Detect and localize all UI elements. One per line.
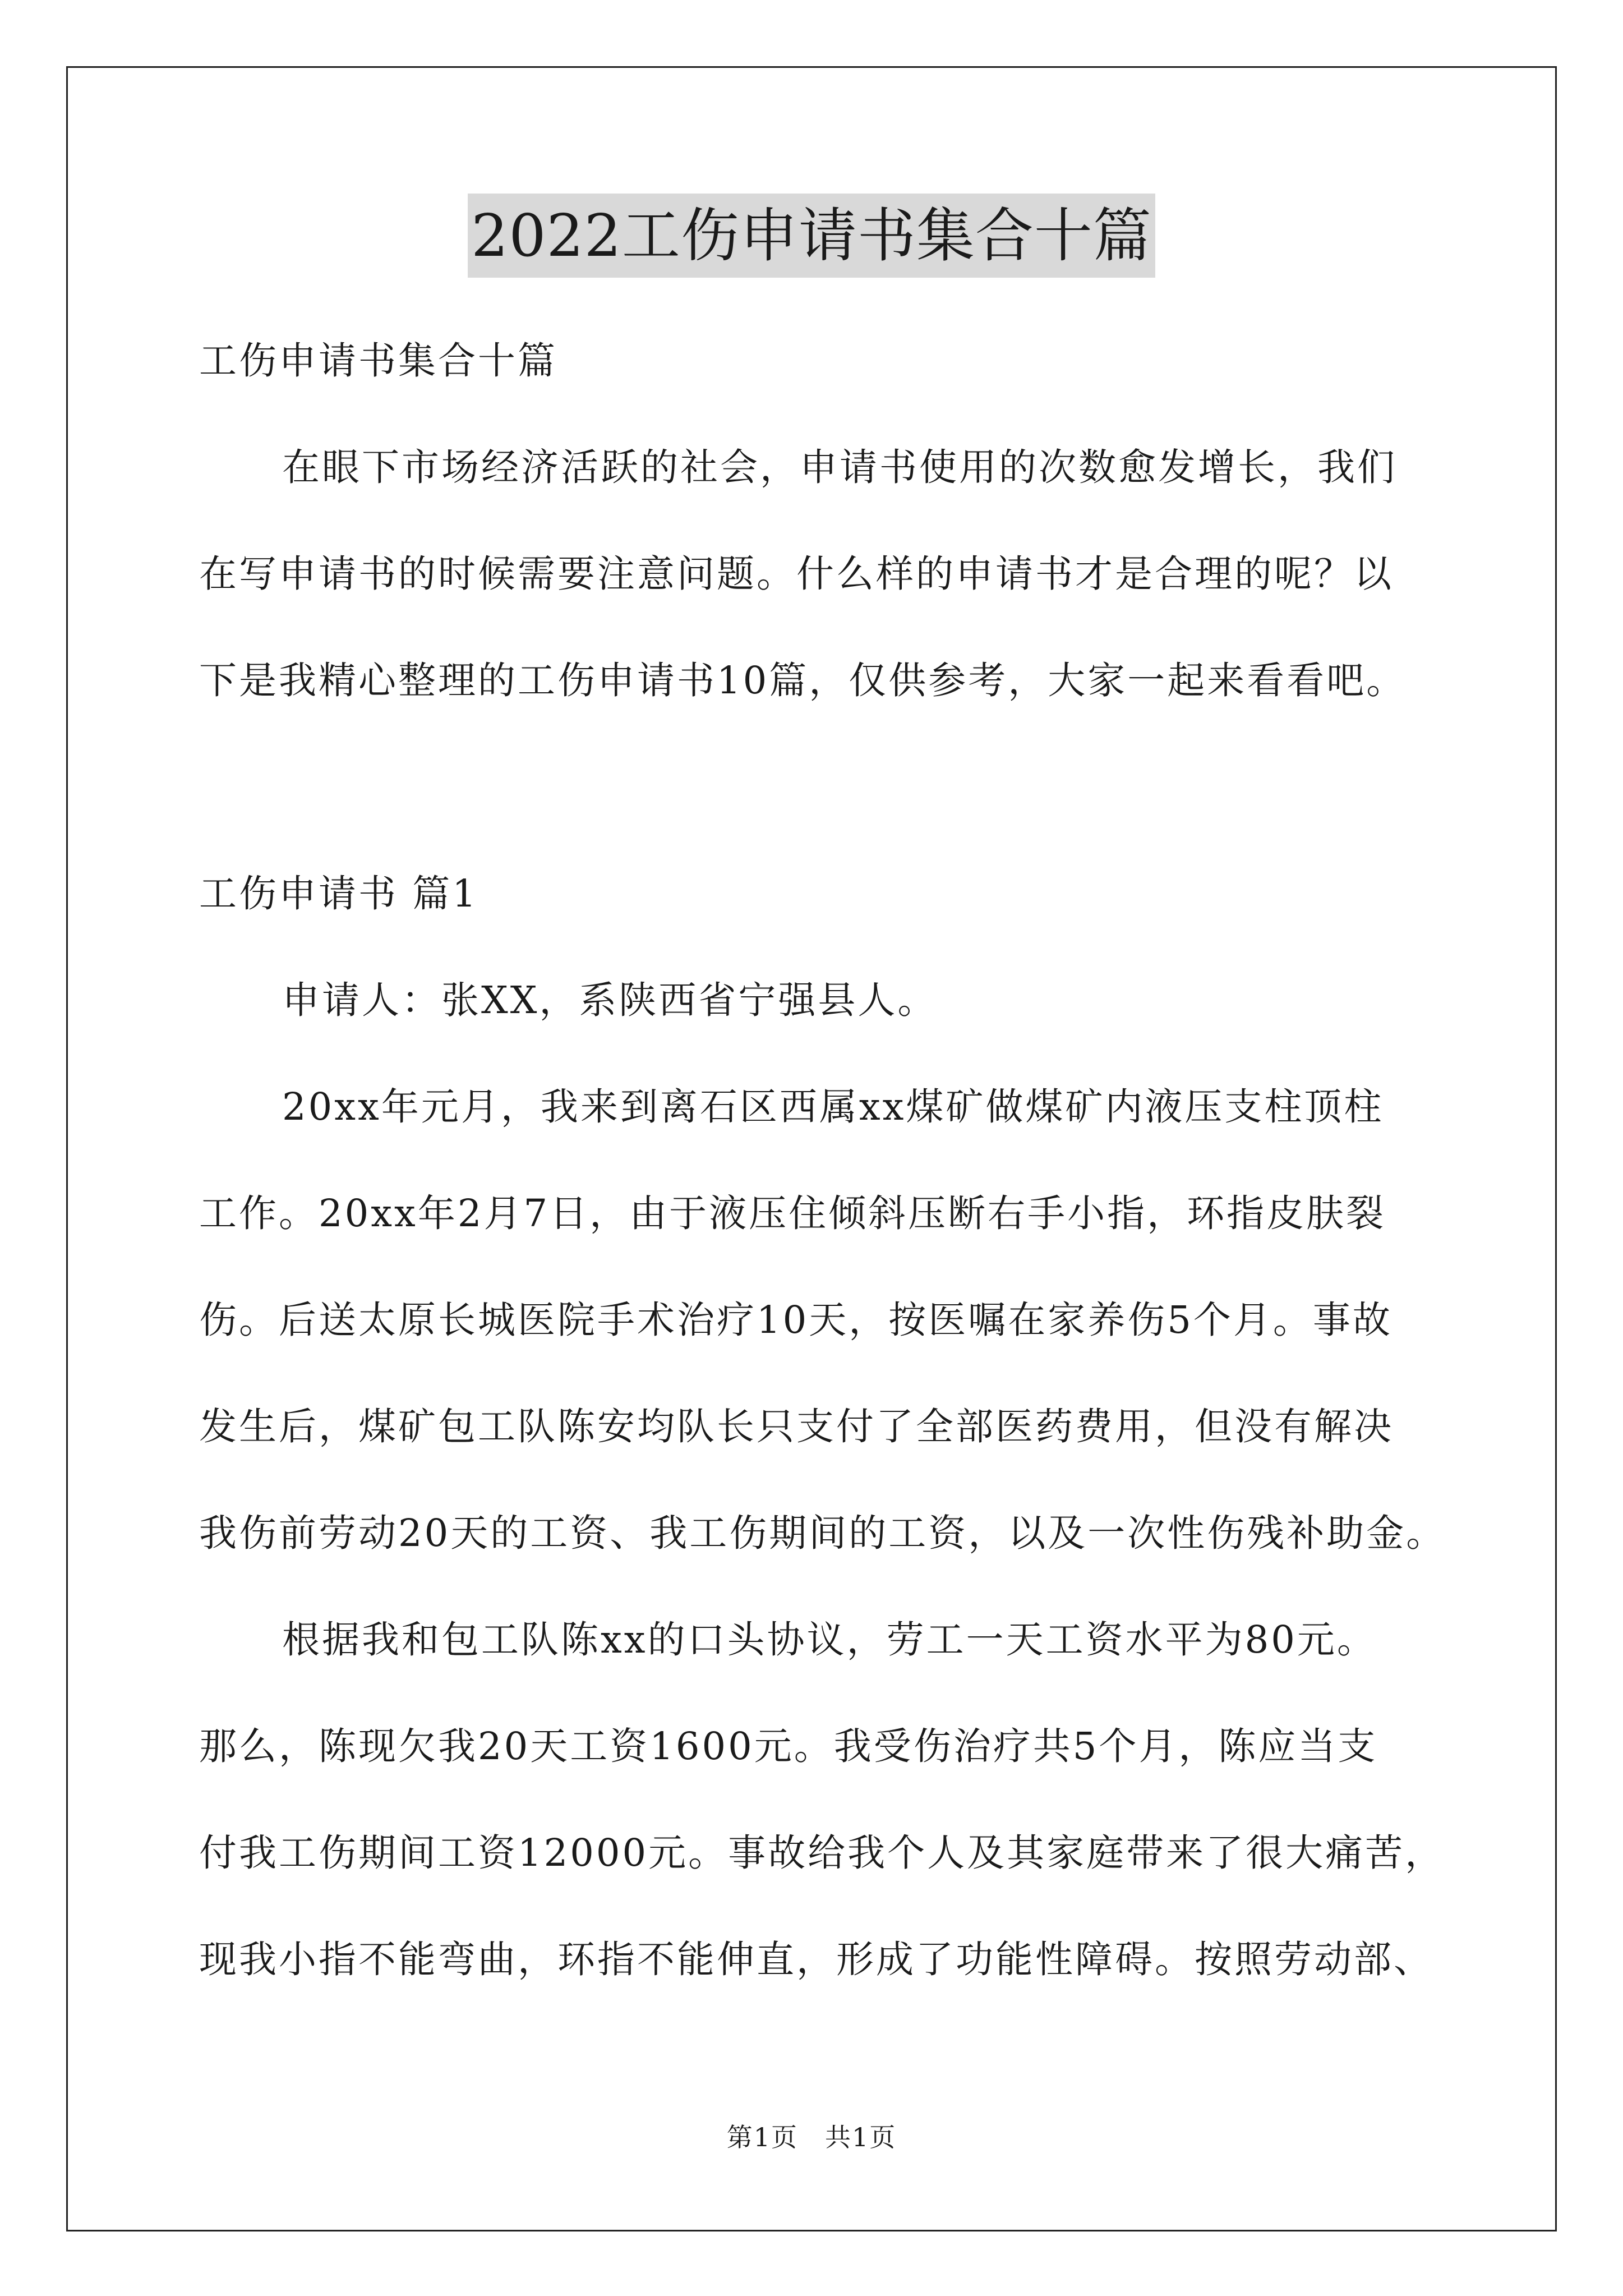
blank-line	[199, 734, 1438, 840]
page-footer: 第1页 共1页	[726, 2122, 897, 2152]
text-line: 工伤申请书集合十篇	[199, 339, 557, 383]
document-body	[199, 307, 1446, 2013]
text-line: 发生后，煤矿包工队陈安均队长只支付了全部医药费用，但没有解决	[199, 1405, 1394, 1448]
text-line: 我伤前劳动20天的工资、我工伤期间的工资，以及一次性伤残补助金。	[199, 1511, 1446, 1555]
text-line: 伤。后送太原长城医院手术治疗10天，按医嘱在家养伤5个月。事故	[199, 1298, 1393, 1342]
text-line: 根据我和包工队陈xx的口头协议，劳工一天工资水平为80元。	[282, 1618, 1377, 1662]
text-line: 付我工伤期间工资12000元。事故给我个人及其家庭带来了很大痛苦，	[199, 1831, 1445, 1875]
text-line: 在写申请书的时候需要注意问题。什么样的申请书才是合理的呢？以	[199, 552, 1394, 596]
document-title: 2022工伤申请书集合十篇	[468, 194, 1155, 278]
text-line: 现我小指不能弯曲，环指不能伸直，形成了功能性障碍。按照劳动部、	[199, 1938, 1433, 1981]
title-container	[0, 194, 1623, 278]
text-line: 工作。20xx年2月7日，由于液压住倾斜压断右手小指，环指皮肤裂	[199, 1191, 1386, 1235]
text-line: 申请人：张XX，系陕西省宁强县人。	[282, 978, 938, 1022]
text-line: 20xx年元月，我来到离石区西属xx煤矿做煤矿内液压支柱顶柱	[282, 1085, 1384, 1129]
text-line: 在眼下市场经济活跃的社会，申请书使用的次数愈发增长，我们	[282, 445, 1397, 489]
text-line: 下是我精心整理的工伤申请书10篇，仅供参考，大家一起来看看吧。	[199, 659, 1407, 702]
text-line: 那么，陈现欠我20天工资1600元。我受伤治疗共5个月，陈应当支	[199, 1724, 1378, 1768]
text-line: 工伤申请书 篇1	[199, 872, 478, 915]
